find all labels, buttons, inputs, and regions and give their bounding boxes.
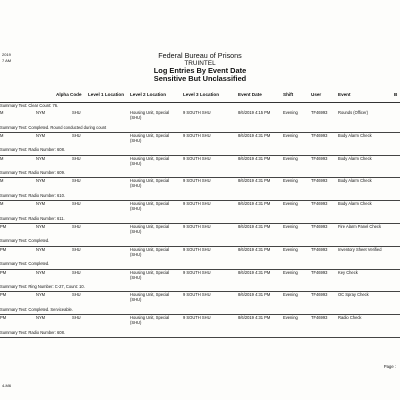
row-shift: Evening <box>283 110 298 115</box>
row-level3: 9 SOUTH SHU <box>183 132 211 138</box>
row-level2: Housing Unit, Special (SHU) <box>130 155 170 166</box>
row-user: TF46993 <box>311 269 328 275</box>
col-level1-location: Level 1 Location <box>88 92 124 97</box>
row-level1: SHU <box>72 292 81 298</box>
row-shift: Evening <box>283 246 298 252</box>
row-time-fragment: M <box>0 132 4 138</box>
col-user: User <box>311 92 322 97</box>
row-event: Radio Check <box>338 315 362 321</box>
report-run-info <box>2 52 11 64</box>
row-shift: Evening <box>283 269 298 275</box>
row-event-date: 8/6/2019 4:15 PM <box>238 110 271 115</box>
page-number-label: Page : <box>383 364 396 369</box>
row-user: TF46993 <box>311 315 328 321</box>
row-user: TF46993 <box>311 201 328 207</box>
row-level2: Housing Unit, Special (SHU) <box>130 110 170 120</box>
row-event-date: 8/6/2019 4:31 PM <box>238 223 271 229</box>
row-level3: 9 SOUTH SHU <box>183 155 211 161</box>
col-level2-location: Level 2 Location <box>130 92 166 97</box>
report-title: Log Entries By Event Date <box>153 66 247 75</box>
row-time-fragment: M <box>0 178 4 184</box>
table-row <box>0 110 400 133</box>
row-event: Body Alarm Check <box>338 132 372 138</box>
row-user: TF46993 <box>311 178 328 184</box>
pre-summary-text: Summary Text: Clear Count: 76. <box>0 103 59 108</box>
row-event-date: 8/6/2019 4:31 PM <box>238 292 271 298</box>
table-row <box>0 270 400 293</box>
row-event: Inventory Sheet Verified <box>338 246 382 252</box>
row-level3: 9 SOUTH SHU <box>183 315 211 321</box>
row-event: Rounds (Officer) <box>338 110 368 115</box>
row-alpha-code: NYM <box>36 223 46 229</box>
column-header-row <box>0 92 400 103</box>
row-event: Fire Alarm Panel Check <box>338 223 382 229</box>
row-level2: Housing Unit, Special (SHU) <box>130 132 170 143</box>
table-row <box>0 156 400 179</box>
row-event-date: 8/6/2019 4:31 PM <box>238 132 271 138</box>
row-summary: Summary Text: Radio Number: 611. <box>0 215 65 221</box>
table-row <box>0 133 400 156</box>
col-level3-location: Level 3 Location <box>183 92 219 97</box>
row-alpha-code: NYM <box>36 315 46 321</box>
row-user: TF46993 <box>311 246 328 252</box>
row-shift: Evening <box>283 201 298 207</box>
row-alpha-code: NYM <box>36 155 46 161</box>
row-event-date: 8/6/2019 4:31 PM <box>238 201 271 207</box>
row-alpha-code: NYM <box>36 201 46 207</box>
row-level3: 9 SOUTH SHU <box>183 178 211 184</box>
row-shift: Evening <box>283 315 298 321</box>
row-level3: 9 SOUTH SHU <box>183 246 211 252</box>
row-shift: Evening <box>283 292 298 298</box>
report-header <box>120 52 280 83</box>
row-event-date: 8/6/2019 4:31 PM <box>238 178 271 184</box>
row-time-fragment: PM <box>0 269 7 275</box>
row-summary: Summary Text: Radio Number: 609. <box>0 170 65 176</box>
row-event-date: 8/6/2019 4:31 PM <box>238 246 271 252</box>
row-event-date: 8/6/2019 4:31 PM <box>238 315 271 321</box>
row-level1: SHU <box>72 223 81 229</box>
col-truncated: B <box>394 92 398 97</box>
row-summary: Summary Text: Ring Number: C-27, Count: 10. <box>0 284 85 290</box>
col-event-date: Event Date <box>238 92 262 97</box>
agency-name: Federal Bureau of Prisons <box>158 51 242 60</box>
row-summary: Summary Text: Completed. <box>0 261 50 267</box>
run-time: 7 AM <box>2 58 12 63</box>
row-alpha-code: NYM <box>36 292 46 298</box>
row-level1: SHU <box>72 110 81 115</box>
row-summary: Summary Text: Completed. Round conducted during count <box>0 124 107 130</box>
row-level2: Housing Unit, Special (SHU) <box>130 201 170 212</box>
row-level2: Housing Unit, Special (SHU) <box>130 269 170 280</box>
row-summary: Summary Text: Radio Number: 610. <box>0 192 65 198</box>
table-row <box>0 178 400 201</box>
footer-code: 4-M6 <box>2 383 12 388</box>
row-level3: 9 SOUTH SHU <box>183 201 211 207</box>
row-level1: SHU <box>72 315 81 321</box>
row-alpha-code: NYM <box>36 178 46 184</box>
row-level1: SHU <box>72 178 81 184</box>
row-event: Body Alarm Check <box>338 155 372 161</box>
table-row <box>0 201 400 224</box>
row-user: TF46993 <box>311 223 328 229</box>
row-shift: Evening <box>283 132 298 138</box>
row-event: OC Spray Check <box>338 292 369 298</box>
row-level3: 9 SOUTH SHU <box>183 292 211 298</box>
col-event: Event <box>338 92 351 97</box>
row-user: TF46993 <box>311 155 328 161</box>
table-row <box>0 247 400 270</box>
row-shift: Evening <box>283 155 298 161</box>
row-summary: Summary Text: Radio Number: 608. <box>0 329 65 335</box>
table-row <box>0 224 400 247</box>
row-time-fragment: PM <box>0 315 7 321</box>
col-shift: Shift <box>283 92 294 97</box>
row-user: TF46993 <box>311 292 328 298</box>
table-row <box>0 292 400 315</box>
row-level2: Housing Unit, Special (SHU) <box>130 315 170 326</box>
row-alpha-code: NYM <box>36 246 46 252</box>
row-event: Body Alarm Check <box>338 201 372 207</box>
row-shift: Evening <box>283 178 298 184</box>
row-summary: Summary Text: Completed. <box>0 238 50 244</box>
row-event: Key Check <box>338 269 358 275</box>
row-level1: SHU <box>72 246 81 252</box>
row-time-fragment: PM <box>0 246 7 252</box>
row-event-date: 8/6/2019 4:31 PM <box>238 269 271 275</box>
row-summary: Summary Text: Completed. Serviceable. <box>0 306 73 312</box>
row-shift: Evening <box>283 223 298 229</box>
row-level1: SHU <box>72 155 81 161</box>
row-time-fragment: PM <box>0 223 7 229</box>
row-level1: SHU <box>72 269 81 275</box>
row-level3: 9 SOUTH SHU <box>183 223 211 229</box>
row-time-fragment: PM <box>0 292 7 298</box>
row-alpha-code: NYM <box>36 132 46 138</box>
row-alpha-code: NYM <box>36 110 46 115</box>
row-level2: Housing Unit, Special (SHU) <box>130 246 170 257</box>
run-year: 2019 <box>2 52 11 57</box>
row-time-fragment: M <box>0 201 4 207</box>
table-row <box>0 315 400 338</box>
facility-name: TRUINTEL <box>184 60 216 67</box>
row-event: Body Alarm Check <box>338 178 372 184</box>
row-time-fragment: M <box>0 110 4 115</box>
row-level3: 9 SOUTH SHU <box>183 110 211 115</box>
col-alpha-code: Alpha Code <box>56 92 82 97</box>
row-event-date: 8/6/2019 4:31 PM <box>238 155 271 161</box>
row-level2: Housing Unit, Special (SHU) <box>130 178 170 189</box>
row-level1: SHU <box>72 201 81 207</box>
row-user: TF46993 <box>311 110 328 115</box>
row-user: TF46993 <box>311 132 328 138</box>
row-time-fragment: M <box>0 155 4 161</box>
row-level2: Housing Unit, Special (SHU) <box>130 223 170 234</box>
row-level1: SHU <box>72 132 81 138</box>
row-level2: Housing Unit, Special (SHU) <box>130 292 170 303</box>
row-summary: Summary Text: Radio Number: 608. <box>0 147 65 153</box>
classification-label: Sensitive But Unclassified <box>153 74 247 83</box>
log-entries-table <box>0 110 400 338</box>
row-level3: 9 SOUTH SHU <box>183 269 211 275</box>
row-alpha-code: NYM <box>36 269 46 275</box>
